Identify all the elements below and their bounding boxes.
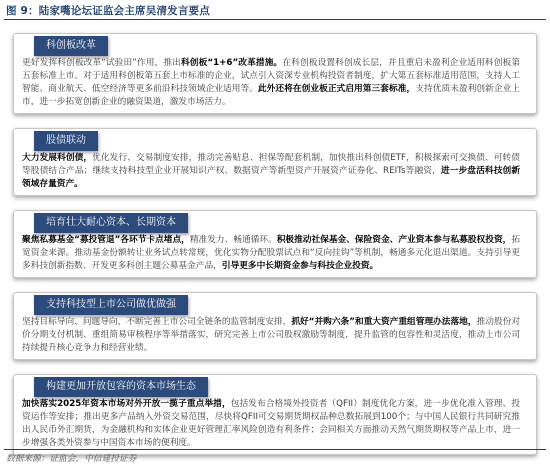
section-body [22,316,520,355]
body-text-segment: 精准发力、畅通循环。 [189,235,277,245]
footer-divider [4,449,546,450]
emphasis-text: 引导更多中长期资金参与科技企业投资。 [221,260,379,271]
body-text-segment: 优化发行、交易制度安排，推动完善贴息、担保等配套机制，加快推出科创债ETF，积极探索可交换债、可转债等股债结合产品；继续支持科技型企业开展知识产权、数据资产等新型资产开展资产证券化、REITs等融资， [22,153,520,176]
title-divider [4,19,546,20]
body-text-segment: 拓宽资金来源。推动基金份额转让业务试点转常规，优化实物分配股票试点和“反向挂钩”等机制，畅通多元化退出渠道。支持引导更多科技创新指数、开发更多科创主题公募基金产品， [22,235,521,271]
emphasis-text: 大力发展科创债， [22,153,93,163]
section-body [22,152,520,191]
body-text-segment: 包括发布合格境外投资者（QFII）制度优化方案，进一步优化准入管理、投资运作等安排；推出更多产品纳入外资交易范围，尽快将QFII可交易期货期权品种总数拓展到100个；与中国人民银行共同研究推出人民币外汇期货，为金融机构和实体企业更好管理汇率风险创造有利条件；会同相关方面推动天然气期货期权等产品上市，进一步增强各类外资参与中国资本市场的便利度。 [22,399,520,448]
section-body [22,398,520,450]
figure-title: 图 9：陆家嘴论坛证监会主席吴清发言要点 [6,5,210,17]
section-tag: 培育壮大耐心资本、长期资本 [34,213,188,233]
figure-source: 数据来源：证监会，中信建投证券 [6,454,137,464]
emphasis-text: 积极推动社保基金、保险资金、产业资本参与私募股权投资， [276,235,512,245]
body-text-segment: 坚持目标导向、问题导向，不断完善上市公司全链条的监管制度安排， [22,317,292,327]
section-tag: 构建更加开放包容的资本市场生态 [34,377,208,397]
body-text-segment: 推动股份对价分期支付机制、重组简易审核程序等举措落实，研究完善上市公司股权激励等制度，提升监管的包容性和灵活度，推动上市公司持续提升核心竞争力和经营业绩。 [22,317,521,353]
section-tag: 科创板改革 [34,36,108,56]
body-text-segment: 更好发挥科创板改革“试验田”作用，推出 [22,58,181,68]
emphasis-text: 聚焦私募基金“募投管退”各环节卡点堵点， [22,235,190,245]
emphasis-text: 抓好“并购六条”和重大资产重组管理办法落地， [291,317,477,327]
section-body [22,234,520,273]
section-body [22,57,520,109]
emphasis-text: 加快落实2025年资本市场对外开放一揽子重点举措， [22,399,231,409]
emphasis-text: 科创板“1+6”改革措施。 [180,58,283,68]
emphasis-text: 此外还将在创业板正式启用第三套标准， [257,83,416,94]
body-text-segment: 在科创板设置科创成长层，并且重启未盈利企业适用科创板第五套标准上市。对于适用科创板第五套上市标准的企业，试点引入资深专业机构投资者制度，扩大第五套标准适用范围，支持人工智能、商业航天、低空经济等更多前沿科技领域企业适用等。 [22,58,521,94]
emphasis-text: 进一步盘活科技创新领域存量资产。 [22,165,521,189]
body-text-segment: 支持优质未盈利创新企业上市，进一步拓宽创新企业的融资渠道，激发市场活力。 [22,83,521,107]
section-tag: 支持科技型上市公司做优做强 [34,295,188,315]
section-tag: 股债联动 [34,131,98,151]
